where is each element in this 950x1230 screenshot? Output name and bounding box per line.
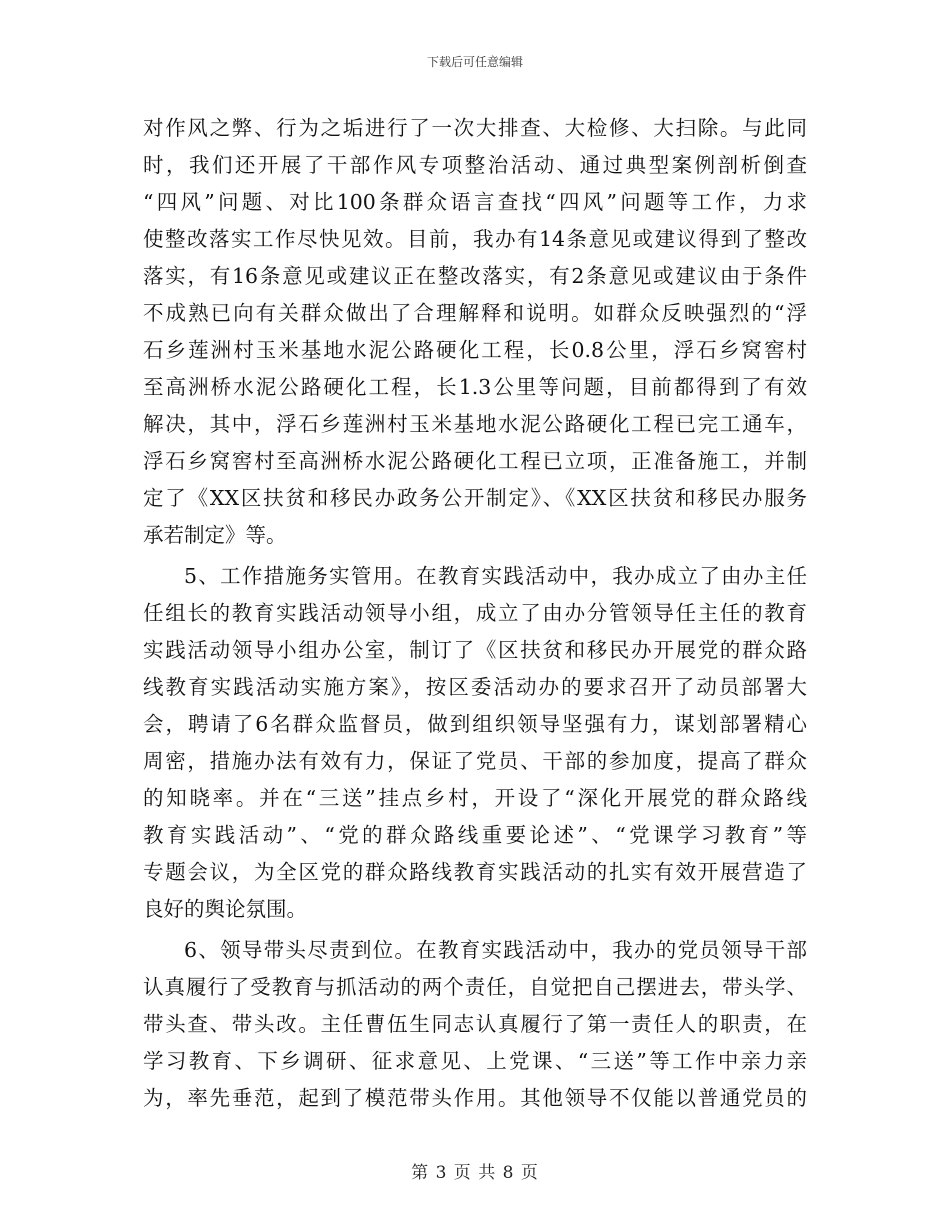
paragraph-3 [143, 932, 807, 1117]
text-line: 5、工作措施务实管用。在教育实践活动中，我办成立了由办主任 [184, 564, 807, 588]
text-line: 认真履行了受教育与抓活动的两个责任，自觉把自己摆进去，带头学、 [143, 975, 807, 999]
page-footer: 第 3 页 共 8 页 [411, 1163, 539, 1183]
text-line: 的知晓率。并在“三送”挂点乡村，开设了“深化开展党的群众路线 [143, 786, 807, 810]
text-line: 至高洲桥水泥公路硬化工程，长1.3公里等问题，目前都得到了有效 [143, 375, 807, 399]
text-line: 会，聘请了6名群众监督员，做到组织领导坚强有力，谋划部署精心 [143, 712, 807, 736]
paragraph-2 [143, 558, 807, 928]
paragraph-1 [143, 110, 807, 554]
text-line: 专题会议，为全区党的群众路线教育实践活动的扎实有效开展营造了 [143, 860, 807, 884]
text-line: 解决，其中，浮石乡莲洲村玉米基地水泥公路硬化工程已完工通车， [143, 412, 807, 436]
text-line: 周密，措施办法有效有力，保证了党员、干部的参加度，提高了群众 [143, 749, 807, 773]
text-line: 浮石乡窝窖村至高洲桥水泥公路硬化工程已立项，正准备施工，并制 [143, 449, 807, 473]
text-line: 时，我们还开展了干部作风专项整治活动、通过典型案例剖析倒查 [143, 153, 807, 177]
text-line: 实践活动领导小组办公室，制订了《区扶贫和移民办开展党的群众路 [143, 638, 807, 662]
text-line: 石乡莲洲村玉米基地水泥公路硬化工程，长0.8公里，浮石乡窝窖村 [143, 338, 807, 362]
text-line: 对作风之弊、行为之垢进行了一次大排查、大检修、大扫除。与此同 [143, 116, 807, 140]
text-line: 6、领导带头尽责到位。在教育实践活动中，我办的党员领导干部 [184, 938, 807, 962]
text-line: 教育实践活动”、“党的群众路线重要论述”、“党课学习教育”等 [143, 823, 807, 847]
document-body [143, 110, 807, 1117]
text-line: 落实，有16条意见或建议正在整改落实，有2条意见或建议由于条件 [143, 264, 807, 288]
text-line: 承若制定》等。 [143, 523, 287, 547]
text-line: 良好的舆论氛围。 [143, 897, 307, 921]
text-line: 学习教育、下乡调研、征求意见、上党课、“三送”等工作中亲力亲 [143, 1049, 807, 1073]
text-line: 线教育实践活动实施方案》，按区委活动办的要求召开了动员部署大 [143, 675, 807, 699]
text-line: 为，率先垂范，起到了模范带头作用。其他领导不仅能以普通党员的 [143, 1086, 807, 1110]
text-line: 不成熟已向有关群众做出了合理解释和说明。如群众反映强烈的“浮 [143, 301, 807, 325]
text-line: “四风”问题、对比100条群众语言查找“四风”问题等工作，力求 [143, 190, 807, 214]
text-line: 带头查、带头改。主任曹伍生同志认真履行了第一责任人的职责，在 [143, 1012, 807, 1036]
text-line: 定了《XX区扶贫和移民办政务公开制定》、《XX区扶贫和移民办服务 [143, 486, 807, 510]
page-header: 下载后可任意编辑 [426, 55, 523, 69]
text-line: 使整改落实工作尽快见效。目前，我办有14条意见或建议得到了整改 [143, 227, 807, 251]
text-line: 任组长的教育实践活动领导小组，成立了由办分管领导任主任的教育 [143, 601, 807, 625]
